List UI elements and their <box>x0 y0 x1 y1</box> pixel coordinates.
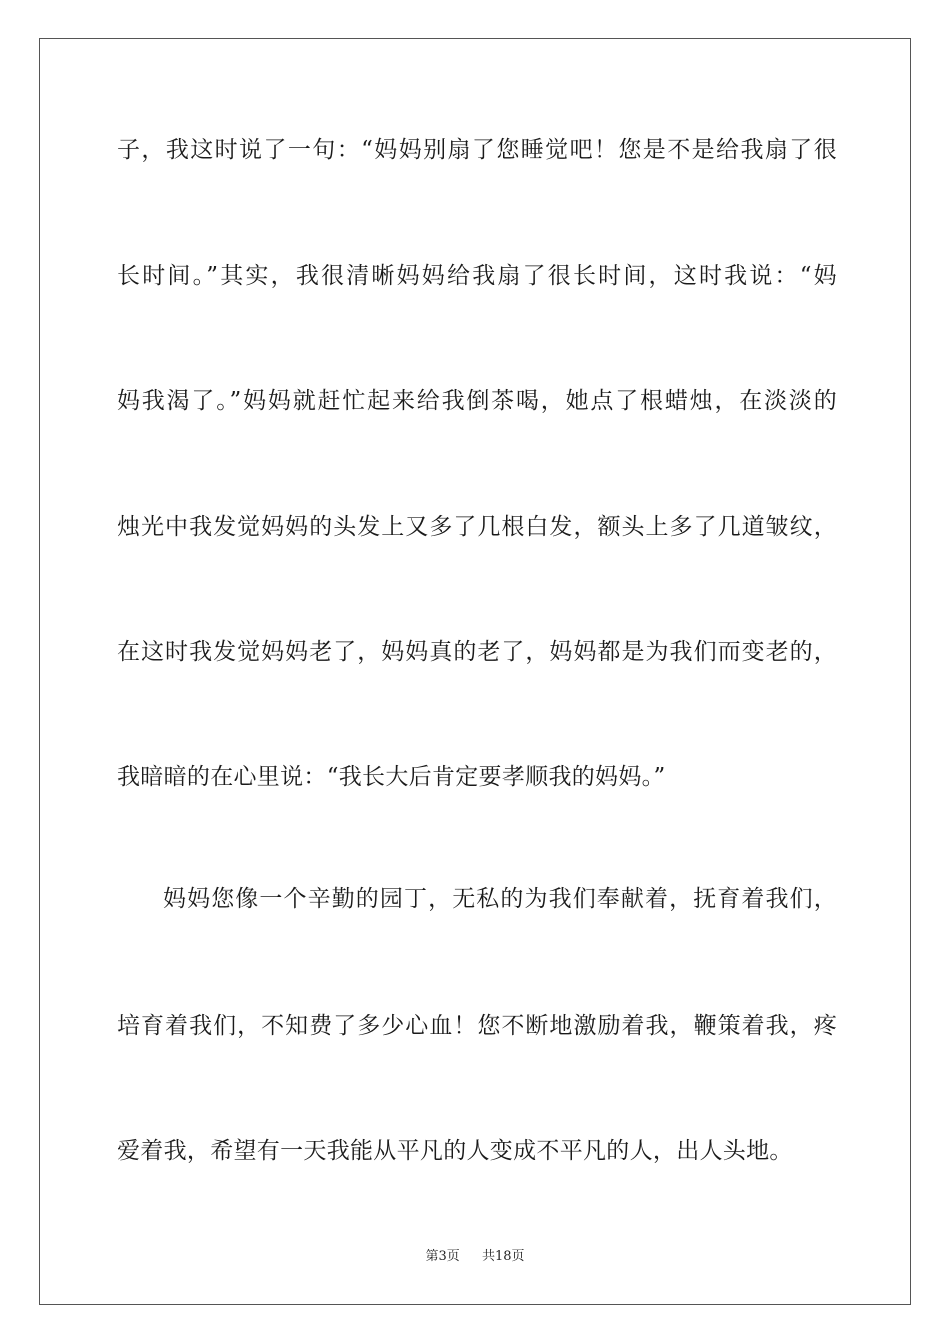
paragraph-first-line: 妈妈您像一个辛勤的园丁，无私的为我们奉献着，抚育着我们， <box>163 886 837 912</box>
body-text-line-3: 妈我渴了。”妈妈就赶忙起来给我倒茶喝，她点了根蜡烛，在淡淡的 <box>117 388 837 414</box>
body-text-line-8: 培育着我们，不知费了多少心血！您不断地激励着我，鞭策着我，疼 <box>117 1013 837 1039</box>
body-text-line-6: 我暗暗的在心里说：“我长大后肯定要孝顺我的妈妈。” <box>117 764 666 790</box>
body-text-line-1: 子，我这时说了一句：“妈妈别扇了您睡觉吧！您是不是给我扇了很 <box>117 137 837 163</box>
page-number: 第3页 <box>425 1249 460 1264</box>
body-text-line-9: 爱着我，希望有一天我能从平凡的人变成不平凡的人，出人头地。 <box>117 1138 793 1164</box>
body-text-line-4: 烛光中我发觉妈妈的头发上又多了几根白发，额头上多了几道皱纹， <box>117 514 837 540</box>
body-text-line-2: 长时间。”其实，我很清晰妈妈给我扇了很长时间，这时我说：“妈 <box>117 263 837 289</box>
body-text-line-5: 在这时我发觉妈妈老了，妈妈真的老了，妈妈都是为我们而变老的， <box>117 639 837 665</box>
total-pages: 共18页 <box>482 1249 525 1264</box>
page-border <box>39 38 911 1305</box>
page-footer <box>0 1248 950 1266</box>
